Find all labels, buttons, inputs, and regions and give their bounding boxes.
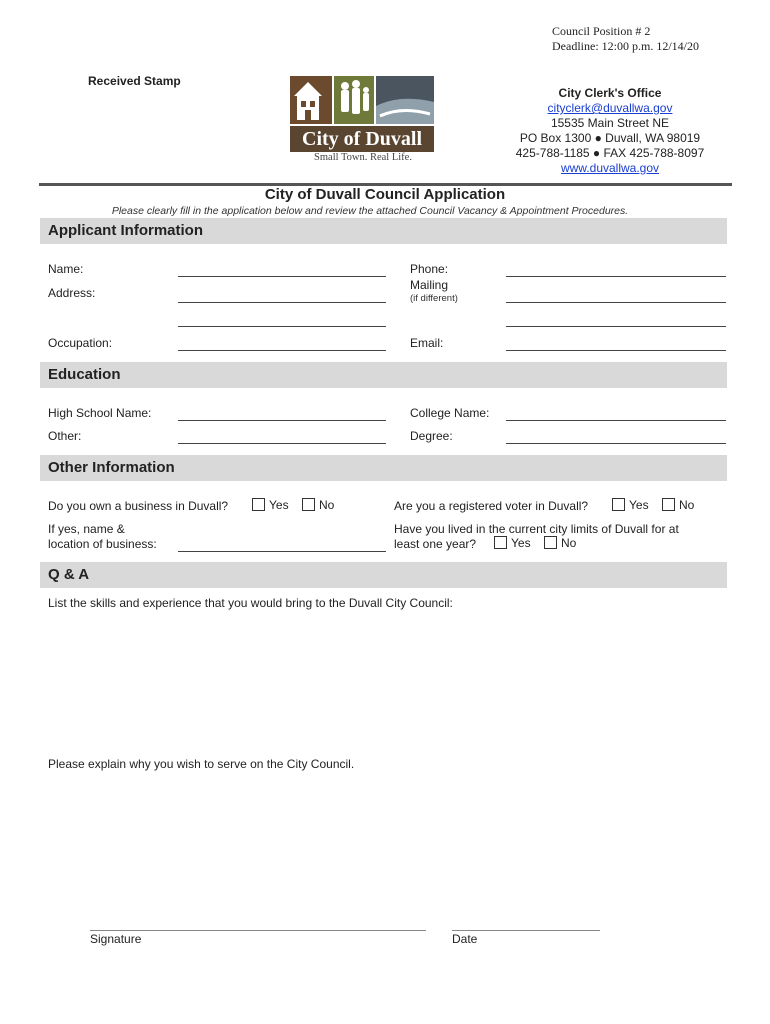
college-field[interactable]	[506, 420, 726, 421]
lived-no-checkbox[interactable]	[544, 536, 557, 549]
address-label: Address:	[48, 286, 96, 300]
section-heading: Applicant Information	[48, 222, 203, 239]
date-line[interactable]	[452, 930, 600, 931]
email-label: Email:	[410, 336, 444, 350]
mailing-label: Mailing	[410, 278, 449, 292]
occupation-label: Occupation:	[48, 336, 113, 350]
own-business-yes-option[interactable]	[252, 498, 289, 512]
email-field[interactable]	[506, 350, 726, 351]
yes-label: Yes	[511, 536, 531, 550]
position-info	[552, 24, 699, 54]
city-logo	[290, 76, 436, 166]
office-website-link[interactable]: www.duvallwa.gov	[560, 161, 660, 175]
occupation-field[interactable]	[178, 350, 386, 351]
business-details-label-line2: location of business:	[48, 537, 157, 551]
received-stamp-label: Received Stamp	[88, 74, 181, 88]
yes-label: Yes	[629, 498, 649, 512]
lived-yes-checkbox[interactable]	[494, 536, 507, 549]
logo-tagline: Small Town. Real Life.	[314, 152, 412, 163]
high-school-label: High School Name:	[48, 406, 152, 420]
council-position: Council Position # 2	[552, 24, 651, 38]
business-details-label	[48, 522, 157, 552]
yes-label: Yes	[269, 498, 289, 512]
if-different-note: (if different)	[410, 293, 458, 304]
phone-label: Phone:	[410, 262, 449, 276]
clerk-office-info	[505, 86, 715, 176]
section-heading: Q & A	[48, 566, 90, 583]
office-po-box: PO Box 1300 ● Duvall, WA 98019	[519, 131, 701, 145]
address-field-2[interactable]	[178, 326, 386, 327]
office-email-link[interactable]: cityclerk@duvallwa.gov	[547, 101, 673, 115]
skills-answer-area[interactable]	[48, 614, 726, 750]
section-heading: Education	[48, 366, 121, 383]
degree-field[interactable]	[506, 443, 726, 444]
registered-voter-question: Are you a registered voter in Duvall?	[394, 499, 589, 513]
mailing-field-2[interactable]	[506, 326, 726, 327]
voter-yes-option[interactable]	[612, 498, 649, 512]
signature-line[interactable]	[90, 930, 426, 931]
own-business-no-option[interactable]	[302, 498, 334, 512]
voter-no-checkbox[interactable]	[662, 498, 675, 511]
business-details-label-line1: If yes, name &	[48, 522, 125, 536]
address-field-1[interactable]	[178, 302, 386, 303]
no-label: No	[319, 498, 335, 512]
section-other-information	[40, 455, 727, 481]
voter-no-option[interactable]	[662, 498, 694, 512]
no-label: No	[561, 536, 577, 550]
mailing-field-1[interactable]	[506, 302, 726, 303]
lived-question-line2: least one year?	[394, 537, 477, 551]
college-label: College Name:	[410, 406, 490, 420]
deadline: Deadline: 12:00 p.m. 12/14/20	[552, 39, 699, 53]
date-label: Date	[452, 932, 478, 946]
lived-question-line1: Have you lived in the current city limits of Duvall for at	[394, 522, 679, 536]
logo-name: City of Duvall	[302, 128, 422, 150]
phone-field[interactable]	[506, 276, 726, 277]
own-business-yes-checkbox[interactable]	[252, 498, 265, 511]
own-business-question: Do you own a business in Duvall?	[48, 499, 229, 513]
lived-no-option[interactable]	[544, 536, 576, 550]
own-business-no-checkbox[interactable]	[302, 498, 315, 511]
signature-label: Signature	[90, 932, 142, 946]
document-subtitle: Please clearly fill in the application below and review the attached Council Vacancy & Appointment Procedures.	[111, 205, 629, 217]
office-street: 15535 Main Street NE	[550, 116, 670, 130]
other-label: Other:	[48, 429, 82, 443]
office-title: City Clerk's Office	[558, 86, 662, 100]
high-school-field[interactable]	[178, 420, 386, 421]
skills-question: List the skills and experience that you would bring to the Duvall City Council:	[48, 596, 453, 610]
no-label: No	[679, 498, 695, 512]
section-applicant-information	[40, 218, 727, 244]
lived-yes-option[interactable]	[494, 536, 531, 550]
why-serve-answer-area[interactable]	[48, 775, 726, 915]
degree-label: Degree:	[410, 429, 453, 443]
name-label: Name:	[48, 262, 84, 276]
office-phones: 425-788-1185 ● FAX 425-788-8097	[515, 146, 705, 160]
document-title: City of Duvall Council Application	[264, 186, 506, 203]
other-field[interactable]	[178, 443, 386, 444]
section-education	[40, 362, 727, 388]
why-serve-question: Please explain why you wish to serve on the City Council.	[48, 757, 355, 771]
name-field[interactable]	[178, 276, 386, 277]
section-qa	[40, 562, 727, 588]
business-details-field[interactable]	[178, 551, 386, 552]
section-heading: Other Information	[48, 459, 175, 476]
voter-yes-checkbox[interactable]	[612, 498, 625, 511]
